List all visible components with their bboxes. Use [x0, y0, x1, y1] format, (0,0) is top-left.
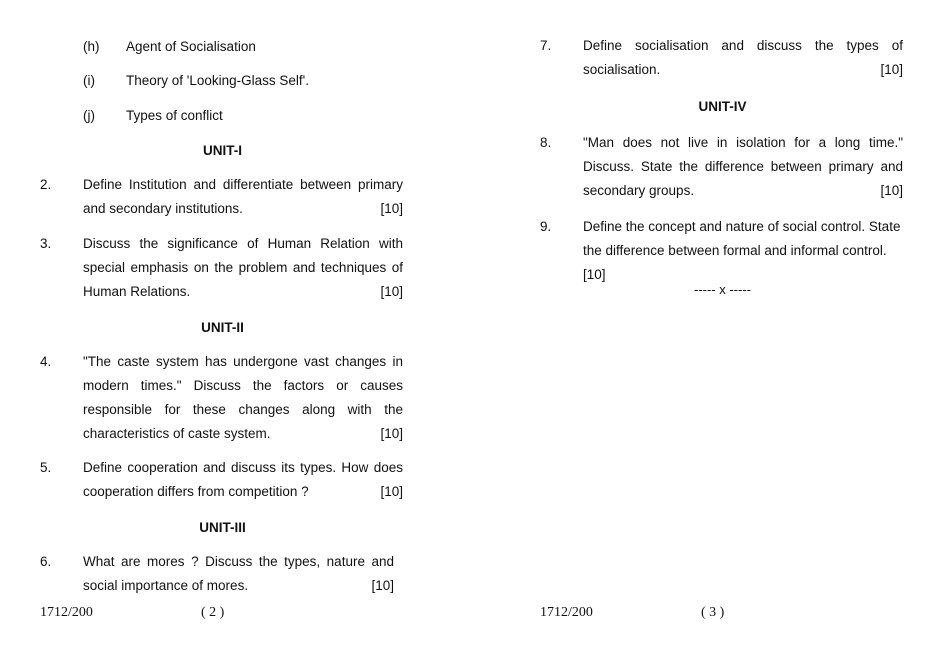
question-number: 7. [540, 38, 552, 53]
question-5 [40, 456, 410, 504]
question-marks: [10] [583, 267, 606, 282]
question-text: Define socialisation and discuss the types of socialisation. [10] [583, 34, 903, 82]
subitem-text: Agent of Socialisation [126, 39, 256, 54]
question-number: 6. [40, 554, 52, 569]
question-text: Define Institution and differentiate between primary and secondary institutions. [10] [83, 173, 403, 221]
question-marks: [10] [380, 284, 403, 299]
unit-heading-1: UNIT-I [203, 143, 242, 158]
question-marks: [10] [371, 578, 394, 593]
unit-heading-3: UNIT-III [199, 520, 246, 535]
question-number: 8. [540, 135, 552, 150]
page-number: ( 3 ) [701, 605, 725, 620]
question-marks: [10] [880, 183, 903, 198]
question-text: Define the concept and nature of social control. State the difference between formal and informal control.[10] [583, 219, 901, 282]
question-text: What are mores ? Discuss the types, nature and social importance of mores. [10] [83, 550, 394, 598]
subitem-label: (i) [83, 73, 95, 88]
question-marks: [10] [380, 201, 403, 216]
question-7 [540, 34, 910, 82]
footer-code: 1712/200 [40, 605, 93, 620]
question-number: 5. [40, 460, 52, 475]
subitem-label: (j) [83, 108, 95, 123]
subitem-label: (h) [83, 39, 100, 54]
question-3 [40, 232, 410, 304]
question-8 [540, 131, 910, 203]
question-4 [40, 350, 410, 446]
question-marks: [10] [380, 426, 403, 441]
subitem-text: Theory of 'Looking-Glass Self'. [126, 73, 309, 88]
question-number: 4. [40, 354, 52, 369]
question-marks: [10] [380, 484, 403, 499]
subitem-text: Types of conflict [126, 108, 223, 123]
end-separator: ----- x ----- [693, 282, 751, 297]
unit-heading-4: UNIT-IV [698, 99, 747, 114]
question-number: 3. [40, 236, 52, 251]
question-text: "The caste system has undergone vast changes in modern times." Discuss the factors or causes responsible for these changes along with the characteristics of caste system. [10] [83, 350, 403, 446]
question-marks: [10] [880, 62, 903, 77]
question-text: Discuss the significance of Human Relation with special emphasis on the problem and techniques of Human Relations. [10] [83, 232, 403, 304]
question-text: Define cooperation and discuss its types. How does cooperation differs from competition ? [10] [83, 456, 403, 504]
question-number: 2. [40, 177, 52, 192]
question-6 [40, 550, 410, 598]
question-2 [40, 173, 410, 221]
question-9 [540, 215, 910, 282]
unit-heading-2: UNIT-II [201, 320, 244, 335]
question-number: 9. [540, 219, 552, 234]
footer-code: 1712/200 [540, 605, 593, 620]
page-number: ( 2 ) [201, 605, 225, 620]
question-text: "Man does not live in isolation for a long time." Discuss. State the difference between primary and secondary groups. [10] [583, 131, 903, 203]
